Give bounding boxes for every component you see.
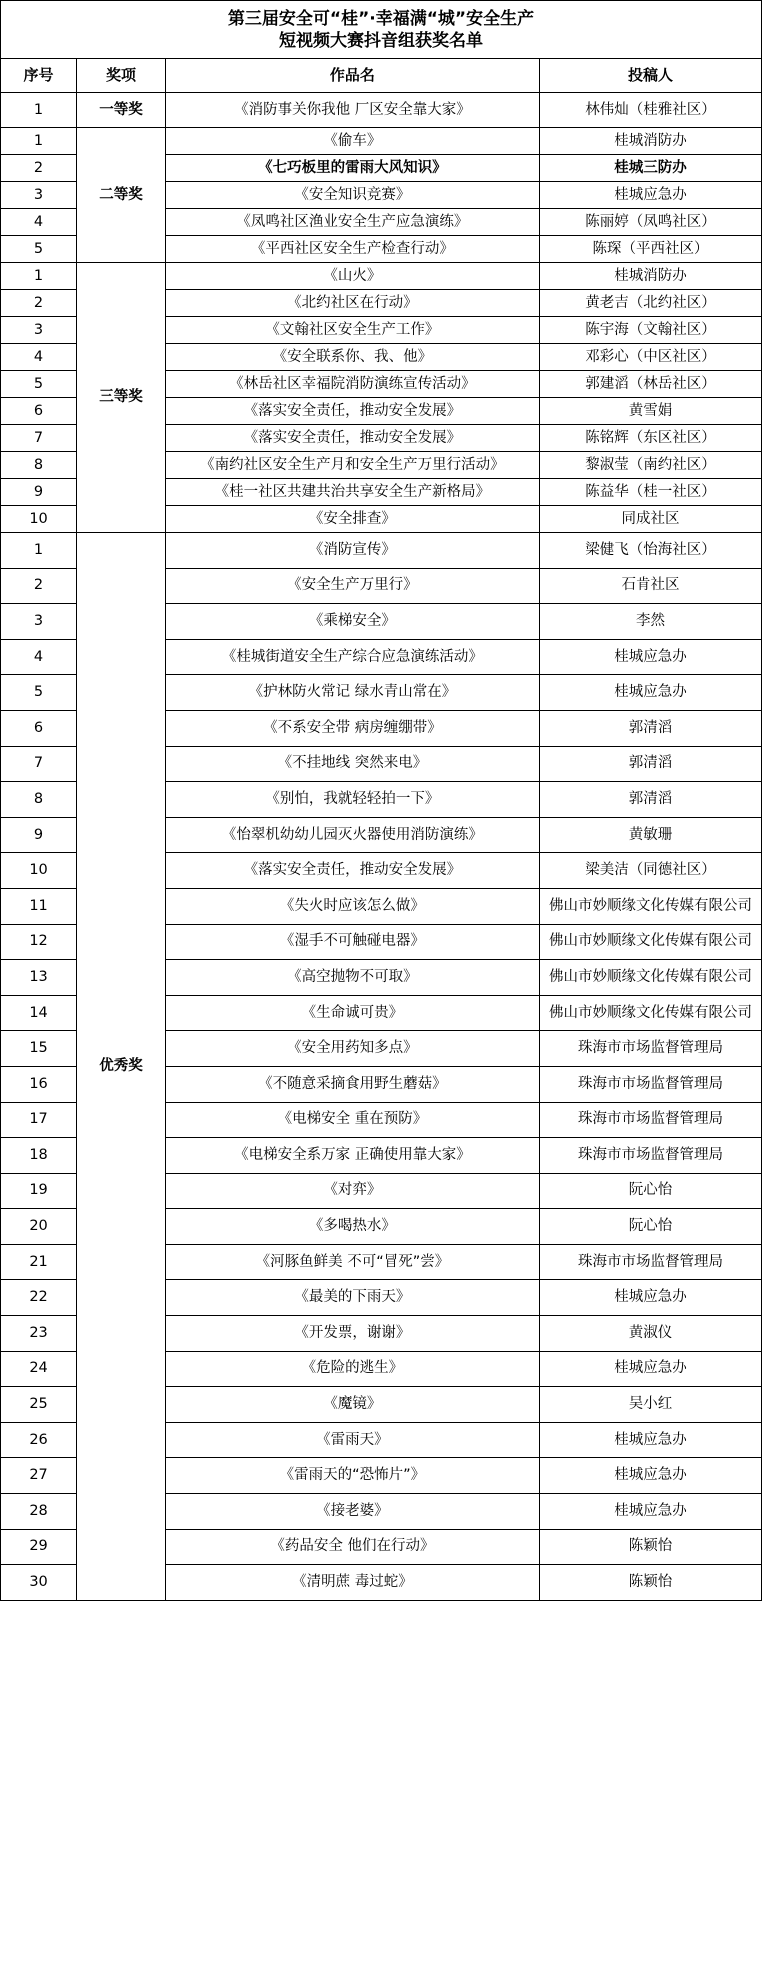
author-name: 陈琛（平西社区）	[539, 236, 761, 263]
row-number: 3	[1, 182, 77, 209]
author-name: 珠海市市场监督管理局	[539, 1244, 761, 1280]
row-number: 2	[1, 290, 77, 317]
author-name: 佛山市妙顺缘文化传媒有限公司	[539, 995, 761, 1031]
author-name: 李然	[539, 604, 761, 640]
row-number: 29	[1, 1529, 77, 1565]
work-title: 《最美的下雨天》	[165, 1280, 539, 1316]
row-number: 26	[1, 1422, 77, 1458]
work-title: 《偷车》	[165, 128, 539, 155]
author-name: 梁美洁（同德社区）	[539, 853, 761, 889]
prize-level: 优秀奖	[77, 533, 166, 1601]
row-number: 7	[1, 425, 77, 452]
author-name: 陈颖怡	[539, 1565, 761, 1601]
author-name: 同成社区	[539, 506, 761, 533]
work-title: 《电梯安全系万家 正确使用靠大家》	[165, 1138, 539, 1174]
author-name: 郭清滔	[539, 710, 761, 746]
header-no: 序号	[1, 59, 77, 93]
row-number: 9	[1, 479, 77, 506]
row-number: 17	[1, 1102, 77, 1138]
author-name: 桂城消防办	[539, 263, 761, 290]
header-work: 作品名	[165, 59, 539, 93]
row-number: 20	[1, 1209, 77, 1245]
work-title: 《林岳社区幸福院消防演练宣传活动》	[165, 371, 539, 398]
row-number: 14	[1, 995, 77, 1031]
author-name: 吴小红	[539, 1387, 761, 1423]
row-number: 9	[1, 817, 77, 853]
work-title: 《安全联系你、我、他》	[165, 344, 539, 371]
author-name: 郭清滔	[539, 782, 761, 818]
author-name: 石肯社区	[539, 568, 761, 604]
row-number: 1	[1, 128, 77, 155]
author-name: 桂城应急办	[539, 1351, 761, 1387]
header-author: 投稿人	[539, 59, 761, 93]
author-name: 黄雪娟	[539, 398, 761, 425]
author-name: 陈铭辉（东区社区）	[539, 425, 761, 452]
author-name: 桂城应急办	[539, 1422, 761, 1458]
author-name: 珠海市市场监督管理局	[539, 1066, 761, 1102]
work-title: 《多喝热水》	[165, 1209, 539, 1245]
work-title: 《凤鸣社区渔业安全生产应急演练》	[165, 209, 539, 236]
work-title: 《平西社区安全生产检查行动》	[165, 236, 539, 263]
row-number: 2	[1, 568, 77, 604]
work-title: 《药品安全 他们在行动》	[165, 1529, 539, 1565]
work-title: 《七巧板里的雷雨大风知识》	[165, 155, 539, 182]
work-title: 《雷雨天》	[165, 1422, 539, 1458]
work-title: 《别怕，我就轻轻拍一下》	[165, 782, 539, 818]
work-title: 《安全用药知多点》	[165, 1031, 539, 1067]
author-name: 阮心怡	[539, 1173, 761, 1209]
prize-level: 三等奖	[77, 263, 166, 533]
table-row	[1, 128, 762, 155]
work-title: 《生命诚可贵》	[165, 995, 539, 1031]
work-title: 《接老婆》	[165, 1494, 539, 1530]
row-number: 28	[1, 1494, 77, 1530]
work-title: 《魔镜》	[165, 1387, 539, 1423]
row-number: 1	[1, 93, 77, 128]
author-name: 陈颖怡	[539, 1529, 761, 1565]
row-number: 18	[1, 1138, 77, 1174]
author-name: 黄老吉（北约社区）	[539, 290, 761, 317]
row-number: 4	[1, 209, 77, 236]
row-number: 22	[1, 1280, 77, 1316]
row-number: 1	[1, 533, 77, 569]
row-number: 21	[1, 1244, 77, 1280]
row-number: 27	[1, 1458, 77, 1494]
row-number: 5	[1, 236, 77, 263]
work-title: 《消防事关你我他 厂区安全靠大家》	[165, 93, 539, 128]
row-number: 11	[1, 888, 77, 924]
author-name: 桂城应急办	[539, 639, 761, 675]
work-title: 《安全排查》	[165, 506, 539, 533]
row-number: 2	[1, 155, 77, 182]
work-title: 《对弈》	[165, 1173, 539, 1209]
author-name: 陈益华（桂一社区）	[539, 479, 761, 506]
table-row	[1, 533, 762, 569]
work-title: 《桂城街道安全生产综合应急演练活动》	[165, 639, 539, 675]
work-title: 《开发票，谢谢》	[165, 1316, 539, 1352]
author-name: 桂城应急办	[539, 1494, 761, 1530]
author-name: 佛山市妙顺缘文化传媒有限公司	[539, 888, 761, 924]
row-number: 7	[1, 746, 77, 782]
work-title: 《湿手不可触碰电器》	[165, 924, 539, 960]
work-title: 《乘梯安全》	[165, 604, 539, 640]
row-number: 25	[1, 1387, 77, 1423]
row-number: 24	[1, 1351, 77, 1387]
title-line-2: 短视频大赛抖音组获奖名单	[279, 30, 483, 51]
prize-level: 一等奖	[77, 93, 166, 128]
row-number: 4	[1, 344, 77, 371]
author-name: 黄敏珊	[539, 817, 761, 853]
table-row	[1, 263, 762, 290]
author-name: 桂城应急办	[539, 1280, 761, 1316]
work-title: 《安全知识竞赛》	[165, 182, 539, 209]
work-title: 《失火时应该怎么做》	[165, 888, 539, 924]
author-name: 珠海市市场监督管理局	[539, 1031, 761, 1067]
row-number: 6	[1, 398, 77, 425]
author-name: 珠海市市场监督管理局	[539, 1102, 761, 1138]
author-name: 陈丽婷（凤鸣社区）	[539, 209, 761, 236]
author-name: 郭清滔	[539, 746, 761, 782]
work-title: 《电梯安全 重在预防》	[165, 1102, 539, 1138]
row-number: 8	[1, 782, 77, 818]
author-name: 桂城应急办	[539, 1458, 761, 1494]
work-title: 《清明蔗 毒过蛇》	[165, 1565, 539, 1601]
row-number: 4	[1, 639, 77, 675]
work-title: 《怡翠机幼幼儿园灭火器使用消防演练》	[165, 817, 539, 853]
row-number: 3	[1, 317, 77, 344]
header-row	[1, 59, 762, 93]
page-title	[1, 1, 762, 59]
award-table-body	[1, 93, 762, 1601]
work-title: 《高空抛物不可取》	[165, 960, 539, 996]
work-title: 《不随意采摘食用野生蘑菇》	[165, 1066, 539, 1102]
author-name: 郭建滔（林岳社区）	[539, 371, 761, 398]
author-name: 珠海市市场监督管理局	[539, 1138, 761, 1174]
row-number: 10	[1, 853, 77, 889]
row-number: 8	[1, 452, 77, 479]
work-title: 《河豚鱼鲜美 不可“冒死”尝》	[165, 1244, 539, 1280]
row-number: 10	[1, 506, 77, 533]
author-name: 佛山市妙顺缘文化传媒有限公司	[539, 924, 761, 960]
work-title: 《文翰社区安全生产工作》	[165, 317, 539, 344]
row-number: 23	[1, 1316, 77, 1352]
row-number: 5	[1, 675, 77, 711]
work-title: 《山火》	[165, 263, 539, 290]
row-number: 15	[1, 1031, 77, 1067]
table-row	[1, 93, 762, 128]
work-title: 《桂一社区共建共治共享安全生产新格局》	[165, 479, 539, 506]
work-title: 《雷雨天的“恐怖片”》	[165, 1458, 539, 1494]
work-title: 《落实安全责任，推动安全发展》	[165, 425, 539, 452]
author-name: 黎淑莹（南约社区）	[539, 452, 761, 479]
work-title: 《南约社区安全生产月和安全生产万里行活动》	[165, 452, 539, 479]
author-name: 佛山市妙顺缘文化传媒有限公司	[539, 960, 761, 996]
row-number: 16	[1, 1066, 77, 1102]
work-title: 《消防宣传》	[165, 533, 539, 569]
row-number: 12	[1, 924, 77, 960]
author-name: 陈宇海（文翰社区）	[539, 317, 761, 344]
work-title: 《不挂地线 突然来电》	[165, 746, 539, 782]
work-title: 《危险的逃生》	[165, 1351, 539, 1387]
work-title: 《不系安全带 病房缠绷带》	[165, 710, 539, 746]
work-title: 《北约社区在行动》	[165, 290, 539, 317]
row-number: 3	[1, 604, 77, 640]
author-name: 桂城应急办	[539, 182, 761, 209]
work-title: 《落实安全责任，推动安全发展》	[165, 398, 539, 425]
work-title: 《护林防火常记 绿水青山常在》	[165, 675, 539, 711]
author-name: 桂城应急办	[539, 675, 761, 711]
row-number: 6	[1, 710, 77, 746]
row-number: 5	[1, 371, 77, 398]
author-name: 阮心怡	[539, 1209, 761, 1245]
work-title: 《落实安全责任，推动安全发展》	[165, 853, 539, 889]
author-name: 梁健飞（怡海社区）	[539, 533, 761, 569]
header-prize: 奖项	[77, 59, 166, 93]
row-number: 1	[1, 263, 77, 290]
prize-level: 二等奖	[77, 128, 166, 263]
row-number: 30	[1, 1565, 77, 1601]
row-number: 19	[1, 1173, 77, 1209]
author-name: 桂城三防办	[539, 155, 761, 182]
author-name: 邓彩心（中区社区）	[539, 344, 761, 371]
author-name: 桂城消防办	[539, 128, 761, 155]
work-title: 《安全生产万里行》	[165, 568, 539, 604]
title-line-1: 第三届安全可“桂”·幸福满“城”安全生产	[227, 8, 535, 29]
author-name: 黄淑仪	[539, 1316, 761, 1352]
author-name: 林伟灿（桂雅社区）	[539, 93, 761, 128]
row-number: 13	[1, 960, 77, 996]
